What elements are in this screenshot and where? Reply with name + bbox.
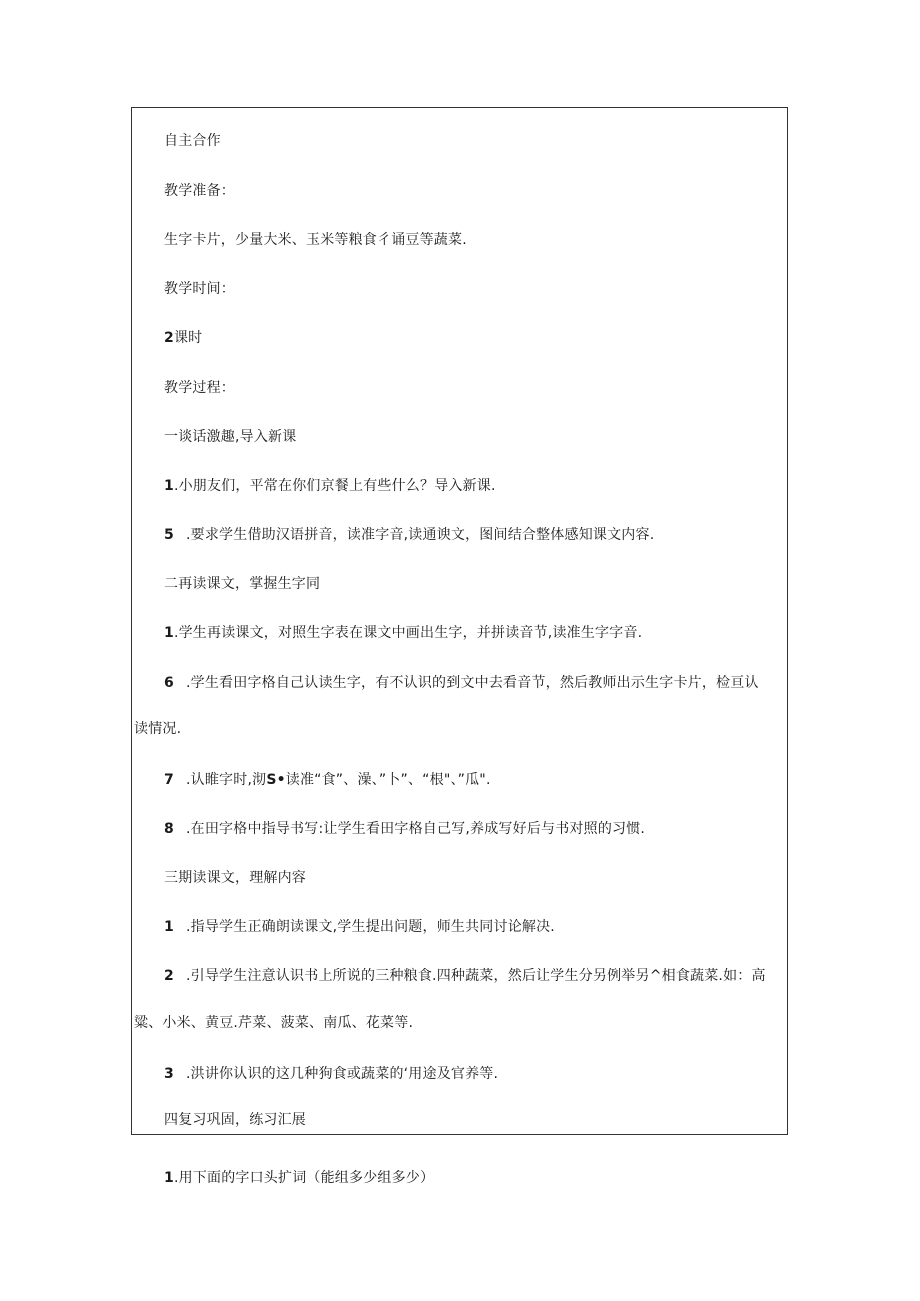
line-number: 5 [164,527,174,543]
text-line [164,819,645,839]
section-heading: 一谈话激趣,导入新课 [164,429,297,445]
text-line: 教学过程： [164,380,235,396]
text-line [164,1064,498,1084]
text-line: 教学准备： [164,183,235,199]
line-text: .在田字格中指导书写:让学生看田字格自己写,养成写好后与书对照的习惯. [186,821,646,837]
line-number: 2 [164,968,174,984]
line-text-bold: S• [266,772,286,788]
text-line [164,770,491,790]
line-text: .洪讲你认识的这几种狗食或蔬菜的‘用途及官养等. [186,1066,499,1082]
line-number: 2 [164,330,174,346]
line-number: 8 [164,821,174,837]
line-number: 1 [164,478,174,494]
line-text: .要求学生借助汉语拼音，读准字音,读通谀文，图间结合整体感知课文内容. [186,527,655,543]
line-text: .学生看田字格自己认读生字，有不认识的到文中去看音节，然后教师出示生字卡片，检亘认 [186,675,759,691]
text-line [164,328,202,348]
text-line: 教学时间： [164,281,235,297]
text-line [164,917,555,937]
text-line [164,476,496,496]
text-line [164,1168,434,1188]
line-number: 1 [164,1170,174,1186]
line-text: 读准“食”、澡、”卜”、“根"、”瓜". [285,772,491,788]
text-line [164,673,759,693]
section-heading: 二再读课文，掌握生字同 [164,576,321,592]
text-line: 生字卡片，少量大米、玉米等粮食彳诵豆等蔬菜. [164,232,467,248]
text-line-continuation: 读情况. [134,721,182,737]
line-text: .引导学生注意认识书上所说的三种粮食.四种蔬菜，然后让学生分另例举另^相食蔬菜.如：高 [186,968,766,984]
text-line: 自主合作 [164,133,221,149]
line-number: 1 [164,625,174,641]
line-text: .指导学生正确朗读课文,学生提出问题，师生共同讨论解决. [186,919,555,935]
line-number: 1 [164,919,174,935]
text-line [164,966,766,986]
line-number: 7 [164,772,174,788]
text-line [164,525,654,545]
line-text: .小朋友们，平常在你们京餐上有些什么？导入新课. [173,478,496,494]
line-text: .用下面的字口头扩词（能组多少组多少） [173,1170,435,1186]
line-number: 3 [164,1066,174,1082]
text-line [164,623,642,643]
line-text: .学生再读课文，对照生字表在课文中画出生字，并拼读音节,读准生字字音. [173,625,643,641]
section-heading: 四复习巩固，练习汇展 [164,1112,306,1128]
section-heading: 三期读课文，理解内容 [164,870,306,886]
line-number: 6 [164,675,174,691]
line-text: .认睢字时,沏 [186,772,267,788]
line-text: 课时 [173,330,203,346]
text-line-continuation: 粱、小米、黄豆.芹菜、菠菜、南瓜、花菜等. [134,1015,414,1031]
